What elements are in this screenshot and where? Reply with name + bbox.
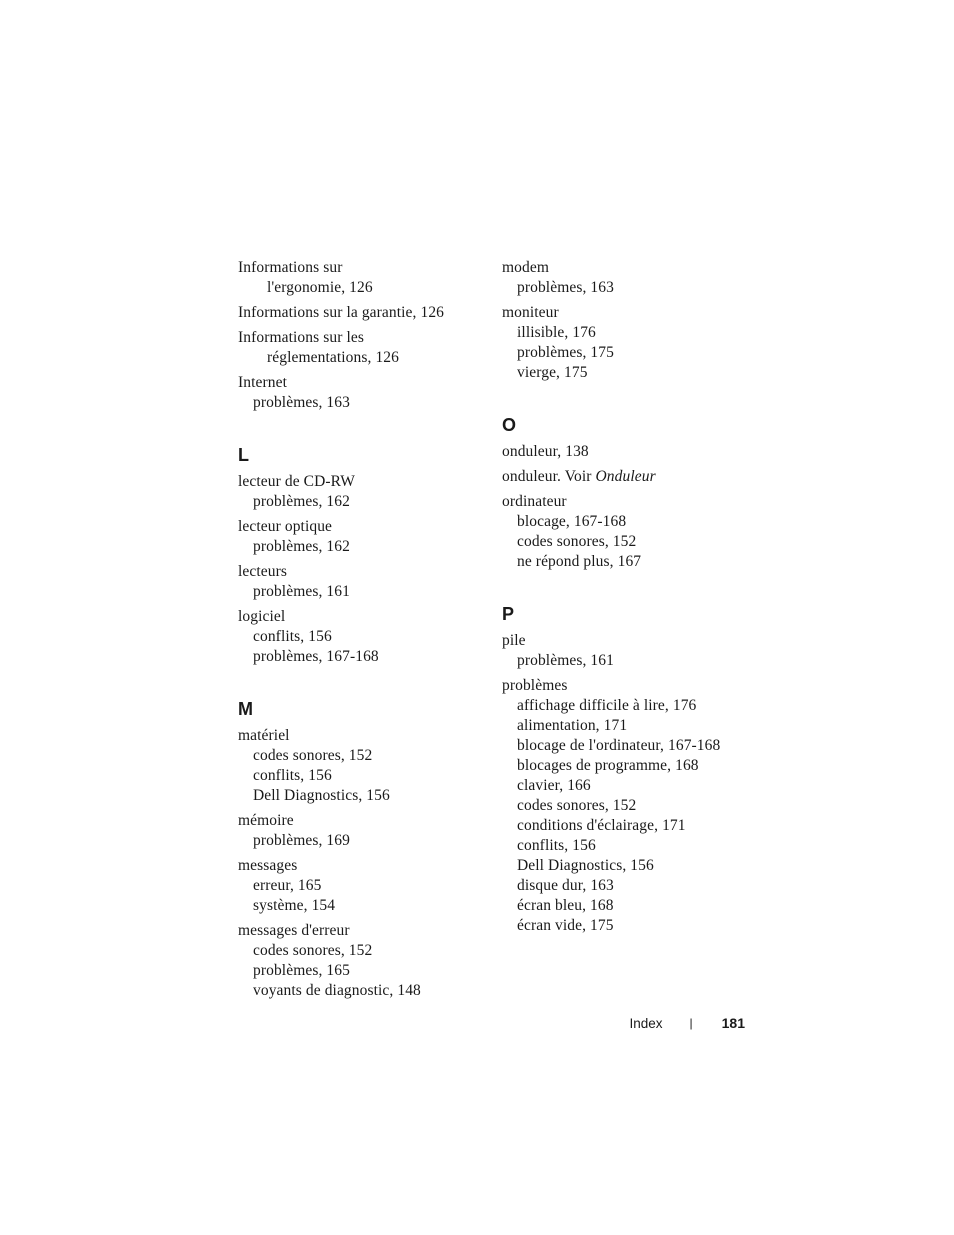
index-entry bbox=[238, 517, 498, 557]
entry-term: Internet bbox=[238, 374, 287, 391]
index-column-right bbox=[502, 258, 752, 941]
entry-subterm: affichage difficile à lire, 176 bbox=[517, 697, 697, 714]
section-letter-m: M bbox=[238, 699, 253, 719]
entry-subterm: conflits, 156 bbox=[253, 628, 332, 645]
entry-subterm: écran bleu, 168 bbox=[517, 897, 614, 914]
entry-subterm: Dell Diagnostics, 156 bbox=[253, 787, 390, 804]
index-entry bbox=[502, 303, 752, 383]
entry-subterm: problèmes, 165 bbox=[253, 962, 350, 979]
entry-term: Informations sur les bbox=[238, 329, 364, 346]
entry-subterm: erreur, 165 bbox=[253, 877, 322, 894]
index-entry bbox=[238, 607, 498, 667]
entry-term: messages d'erreur bbox=[238, 922, 350, 939]
entry-subterm: conflits, 156 bbox=[253, 767, 332, 784]
index-entry bbox=[238, 373, 498, 413]
entry-subterm: voyants de diagnostic, 148 bbox=[253, 982, 421, 999]
entry-term: problèmes bbox=[502, 677, 568, 694]
entry-subterm: codes sonores, 152 bbox=[253, 942, 373, 959]
entry-subterm: problèmes, 163 bbox=[253, 394, 350, 411]
entry-term: modem bbox=[502, 259, 549, 276]
entry-term: lecteurs bbox=[238, 563, 287, 580]
entry-subterm: codes sonores, 152 bbox=[253, 747, 373, 764]
entry-subterm: illisible, 176 bbox=[517, 324, 596, 341]
index-entry bbox=[238, 472, 498, 512]
entry-term: mémoire bbox=[238, 812, 294, 829]
entry-subterm: blocage de l'ordinateur, 167-168 bbox=[517, 737, 721, 754]
section-letter-l: L bbox=[238, 445, 249, 465]
entry-subterm: disque dur, 163 bbox=[517, 877, 614, 894]
footer-section-label: Index bbox=[629, 1015, 663, 1031]
entry-subterm: problèmes, 162 bbox=[253, 493, 350, 510]
entry-subterm: problèmes, 169 bbox=[253, 832, 350, 849]
entry-subterm: blocages de programme, 168 bbox=[517, 757, 699, 774]
entry-continuation: réglementations, 126 bbox=[267, 349, 399, 366]
index-entry bbox=[238, 328, 498, 368]
entry-subterm: problèmes, 175 bbox=[517, 344, 614, 361]
entry-continuation: l'ergonomie, 126 bbox=[267, 279, 373, 296]
entry-term: ordinateur bbox=[502, 493, 567, 510]
entry-subterm: Dell Diagnostics, 156 bbox=[517, 857, 654, 874]
section-letter-p: P bbox=[502, 604, 515, 624]
entry-subterm: problèmes, 163 bbox=[517, 279, 614, 296]
index-entry bbox=[238, 726, 498, 806]
entry-subterm: écran vide, 175 bbox=[517, 917, 614, 934]
see-reference: Onduleur bbox=[595, 468, 656, 485]
entry-subterm: problèmes, 161 bbox=[517, 652, 614, 669]
index-entry bbox=[502, 492, 752, 572]
entry-term: Informations sur la garantie, 126 bbox=[238, 304, 445, 321]
entry-subterm: conflits, 156 bbox=[517, 837, 596, 854]
entry-term: lecteur de CD-RW bbox=[238, 473, 355, 490]
entry-term: moniteur bbox=[502, 304, 559, 321]
index-column-left bbox=[238, 258, 498, 1006]
index-entry bbox=[238, 811, 498, 851]
entry-subterm: alimentation, 171 bbox=[517, 717, 628, 734]
entry-subterm: ne répond plus, 167 bbox=[517, 553, 642, 570]
page-number: 181 bbox=[721, 1015, 745, 1031]
index-entry bbox=[238, 856, 498, 916]
index-entry bbox=[502, 258, 752, 298]
entry-term: Informations sur bbox=[238, 259, 343, 276]
entry-subterm: conditions d'éclairage, 171 bbox=[517, 817, 686, 834]
entry-term-with-see bbox=[502, 467, 752, 487]
index-entry bbox=[238, 303, 498, 323]
index-entry bbox=[238, 921, 498, 1001]
index-entry bbox=[238, 562, 498, 602]
entry-subterm: système, 154 bbox=[253, 897, 336, 914]
index-entry bbox=[502, 676, 752, 936]
index-entry bbox=[502, 467, 752, 487]
index-entry bbox=[502, 631, 752, 671]
entry-subterm: codes sonores, 152 bbox=[517, 533, 637, 550]
entry-subterm: clavier, 166 bbox=[517, 777, 591, 794]
entry-term: onduleur, 138 bbox=[502, 443, 589, 460]
entry-term: messages bbox=[238, 857, 298, 874]
entry-subterm: codes sonores, 152 bbox=[517, 797, 637, 814]
index-entry bbox=[502, 442, 752, 462]
entry-subterm: blocage, 167-168 bbox=[517, 513, 627, 530]
index-entry bbox=[238, 258, 498, 298]
entry-subterm: problèmes, 167-168 bbox=[253, 648, 379, 665]
entry-term: onduleur. Voir bbox=[502, 468, 592, 485]
entry-term: logiciel bbox=[238, 608, 286, 625]
entry-term: lecteur optique bbox=[238, 518, 333, 535]
entry-subterm: vierge, 175 bbox=[517, 364, 588, 381]
section-letter-o: O bbox=[502, 415, 517, 435]
entry-term: matériel bbox=[238, 727, 290, 744]
page-footer bbox=[629, 1015, 745, 1031]
entry-subterm: problèmes, 162 bbox=[253, 538, 350, 555]
entry-term: pile bbox=[502, 632, 526, 649]
footer-separator: | bbox=[689, 1016, 693, 1030]
entry-subterm: problèmes, 161 bbox=[253, 583, 350, 600]
